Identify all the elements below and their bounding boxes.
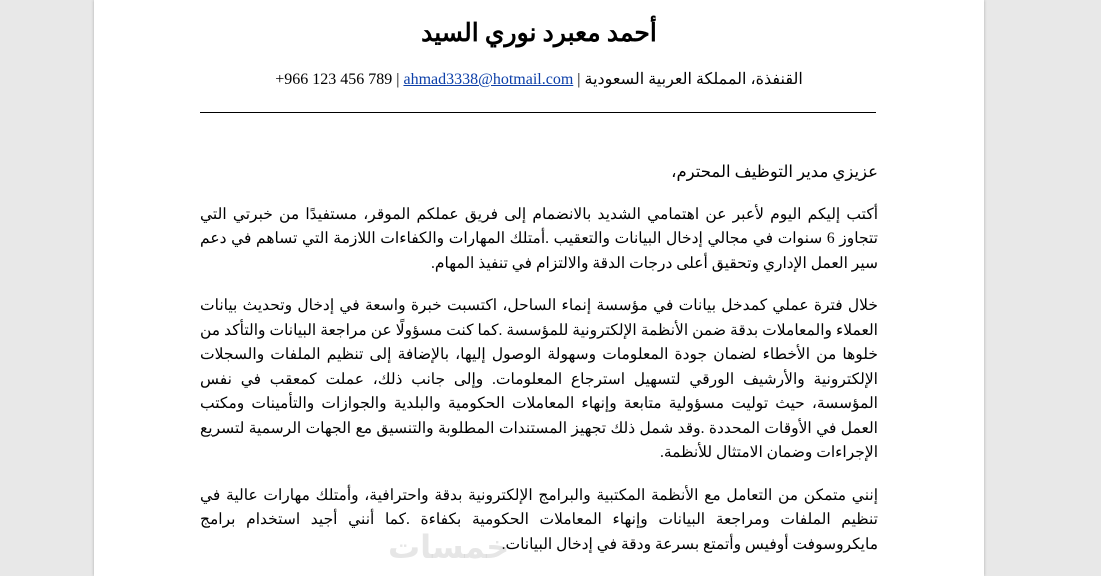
email-link[interactable]: ahmad3338@hotmail.com bbox=[403, 71, 574, 88]
paragraph-experience: خلال فترة عملي كمدخل بيانات في مؤسسة إنماء الساحل، اكتسبت خبرة واسعة في إدخال وتحديث بيانات العملاء والمعاملات بدقة ضمن الأنظمة الإلكترونية للمؤسسة .كما كنت مسؤولًا عن مراجعة البيانات والتأكد من خلوها من الأخطاء لضمان جودة المعلومات وسهولة الوصول إليها، بالإضافة إلى تنظيم الملفات والسجلات الإلكترونية والأرشيف الورقي لتسهيل استرجاع المعلومات. وإلى جانب ذلك، عملت كمعقب في نفس المؤسسة، حيث توليت مسؤولية متابعة وإنهاء المعاملات الحكومية والبلدية والجوازات والتأمينات ومكتب العمل في الأوقات المحددة .وقد شمل ذلك تجهيز المستندات المطلوبة والتنسيق مع الجهات الرسمية لتسريع الإجراءات وضمان الامتثال للأنظمة. bbox=[200, 297, 878, 461]
greeting: عزيزي مدير التوظيف المحترم، bbox=[671, 162, 878, 181]
contact-separator: | bbox=[396, 71, 400, 88]
paragraph-skills: إنني متمكن من التعامل مع الأنظمة المكتبية والبرامج الإلكترونية بدقة واحترافية، وأمتلك مهارات عالية في تنظيم الملفات ومراجعة البيانات وإنهاء المعاملات الحكومية بكفاءة .كما أنني أجيد استخدام برامج مايكروسوفت أوفيس وأتمتع بسرعة ودقة في إدخال البيانات. bbox=[200, 486, 878, 553]
watermark-logo: خمسات bbox=[388, 528, 510, 566]
phone-number: +966 123 456 789 bbox=[275, 71, 393, 88]
paragraph-intro: أكتب إليكم اليوم لأعبر عن اهتمامي الشديد بالانضمام إلى فريق عملكم الموقر، مستفيدًا من خبرتي التي تتجاوز 6 سنوات في مجالي إدخال البيانات والتعقيب .أمتلك المهارات والكفاءات اللازمة التي تساهم في دعم سير العمل الإداري وتحقيق أعلى درجات الدقة والالتزام في تنفيذ المهام. bbox=[200, 205, 878, 272]
applicant-name: أحمد معبرد نوري السيد bbox=[421, 20, 657, 47]
location-text: القنفذة، المملكة العربية السعودية bbox=[584, 71, 803, 88]
document-page bbox=[94, 0, 984, 576]
header-divider bbox=[200, 112, 876, 113]
contact-line bbox=[94, 69, 984, 89]
contact-separator: | bbox=[577, 71, 581, 88]
letter-body bbox=[200, 160, 878, 575]
